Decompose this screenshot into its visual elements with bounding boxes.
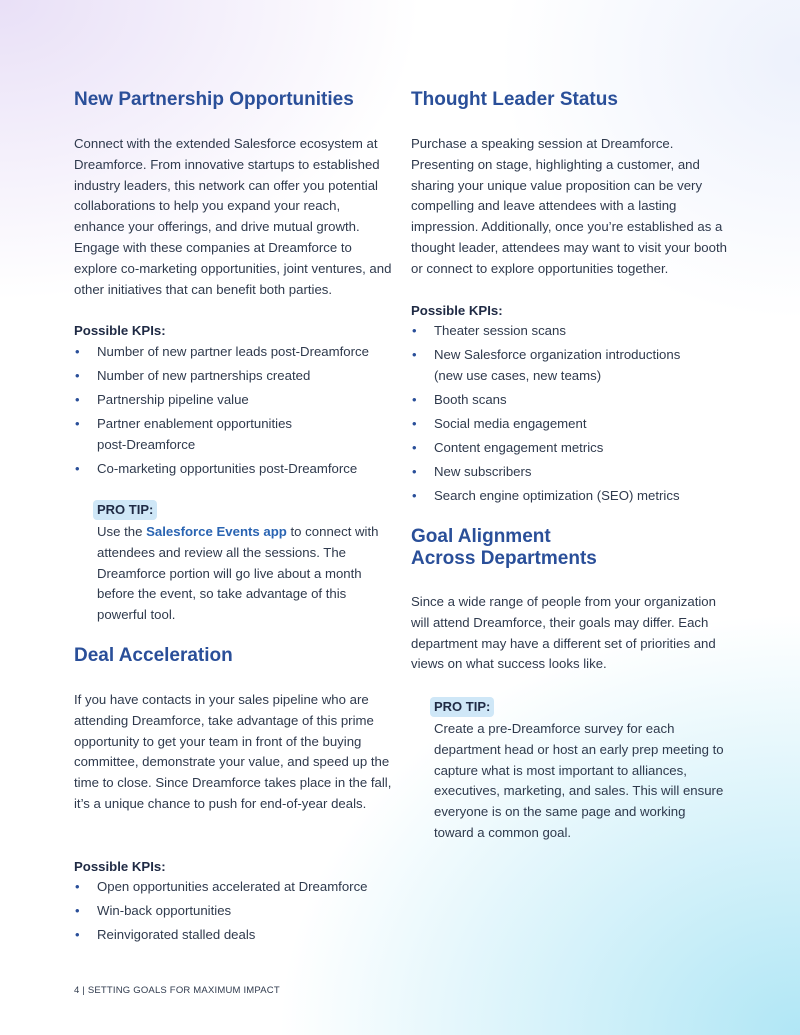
bullet-icon: • — [75, 367, 80, 383]
list-item: • Search engine optimization (SEO) metrics — [411, 486, 731, 507]
partnership-kpi-list — [74, 342, 392, 483]
salesforce-events-app-link[interactable]: Salesforce Events app — [146, 524, 287, 539]
partnership-heading: New Partnership Opportunities — [74, 89, 354, 110]
page-footer: 4 | SETTING GOALS FOR MAXIMUM IMPACT — [74, 985, 280, 996]
bullet-icon: • — [412, 487, 417, 503]
deal-kpi-list — [74, 877, 392, 949]
list-item: • Content engagement metrics — [411, 438, 731, 459]
thought-kpi-list — [411, 321, 731, 510]
list-item: • Number of new partnerships created — [74, 366, 392, 387]
list-item: • Booth scans — [411, 390, 731, 411]
list-item: • Partnership pipeline value — [74, 390, 392, 411]
pro-tip-badge: PRO TIP: — [93, 500, 157, 520]
list-item: • Reinvigorated stalled deals — [74, 925, 392, 946]
thought-heading: Thought Leader Status — [411, 89, 618, 110]
list-item: • Co-marketing opportunities post-Dreamforce — [74, 459, 392, 480]
pro-tip-text: Use the Salesforce Events app to connect with attendees and review all the sessions. The Dreamforce portion will go live about a month before the event, so take advantage of this powerful tool. — [97, 524, 379, 623]
bullet-icon: • — [75, 902, 80, 918]
goal-body: Since a wide range of people from your organization will attend Dreamforce, their goals may differ. Each department may have a different set of priorities and views on what success looks like. — [411, 594, 716, 672]
deal-heading: Deal Acceleration — [74, 645, 233, 666]
bullet-icon: • — [75, 926, 80, 942]
deal-body: If you have contacts in your sales pipeline who are attending Dreamforce, take advantage of this prime opportunity to get your team in front of the buying committee, demonstrate your value, and speed up the time to close. Since Dreamforce takes place in the fall, it’s a unique chance to push for end-of-year deals. — [74, 692, 392, 811]
pro-tip-badge: PRO TIP: — [430, 697, 494, 717]
partnership-body: Connect with the extended Salesforce ecosystem at Dreamforce. From innovative startups to established industry leaders, this network can offer you potential collaborations to help you expand your reach, enhance your offerings, and drive mutual growth. Engage with these companies at Dreamforce to explore co-marketing opportunities, joint ventures, and other initiatives that can benefit both parties. — [74, 136, 392, 297]
partnership-pro-tip — [97, 500, 387, 626]
list-item: • Theater session scans — [411, 321, 731, 342]
bullet-icon: • — [412, 415, 417, 431]
partnership-kpi-title: Possible KPIs: — [74, 323, 166, 338]
list-item: • Social media engagement — [411, 414, 731, 435]
bullet-icon: • — [412, 463, 417, 479]
bullet-icon: • — [412, 323, 417, 338]
bullet-icon: • — [412, 346, 417, 362]
bullet-icon: • — [75, 391, 80, 407]
goal-heading-line1: Goal Alignment — [411, 526, 551, 547]
thought-kpi-title: Possible KPIs: — [411, 303, 503, 318]
bullet-icon: • — [75, 344, 80, 359]
list-item: • New subscribers — [411, 462, 731, 483]
bullet-icon: • — [75, 879, 80, 894]
bullet-icon: • — [412, 391, 417, 407]
goal-heading-line2: Across Departments — [411, 548, 597, 569]
bullet-icon: • — [75, 415, 80, 431]
bullet-icon: • — [75, 460, 80, 476]
list-item: • Win-back opportunities — [74, 901, 392, 922]
thought-body: Purchase a speaking session at Dreamforce. Presenting on stage, highlighting a customer, and sharing your unique value proposition can be very compelling and leave attendees with a lasting impression. Additionally, once you’re established as a thought leader, attendees may want to visit your booth or connect to explore opportunities together. — [411, 136, 727, 276]
goal-pro-tip — [434, 697, 726, 844]
bullet-icon: • — [412, 439, 417, 455]
pro-tip-text: Create a pre-Dreamforce survey for each department head or host an early prep meeting to capture what is most important to alliances, executives, marketing, and sales. This will ensure everyone is on the same page and working toward a common goal. — [434, 721, 724, 840]
list-item: • Partner enablement opportunities post-Dreamforce — [75, 415, 293, 452]
list-item: • Number of new partner leads post-Dreamforce — [74, 342, 392, 363]
list-item: • New Salesforce organization introductions (new use cases, new teams) — [412, 346, 681, 383]
deal-kpi-title: Possible KPIs: — [74, 859, 166, 874]
list-item: • Open opportunities accelerated at Dreamforce — [74, 877, 392, 898]
